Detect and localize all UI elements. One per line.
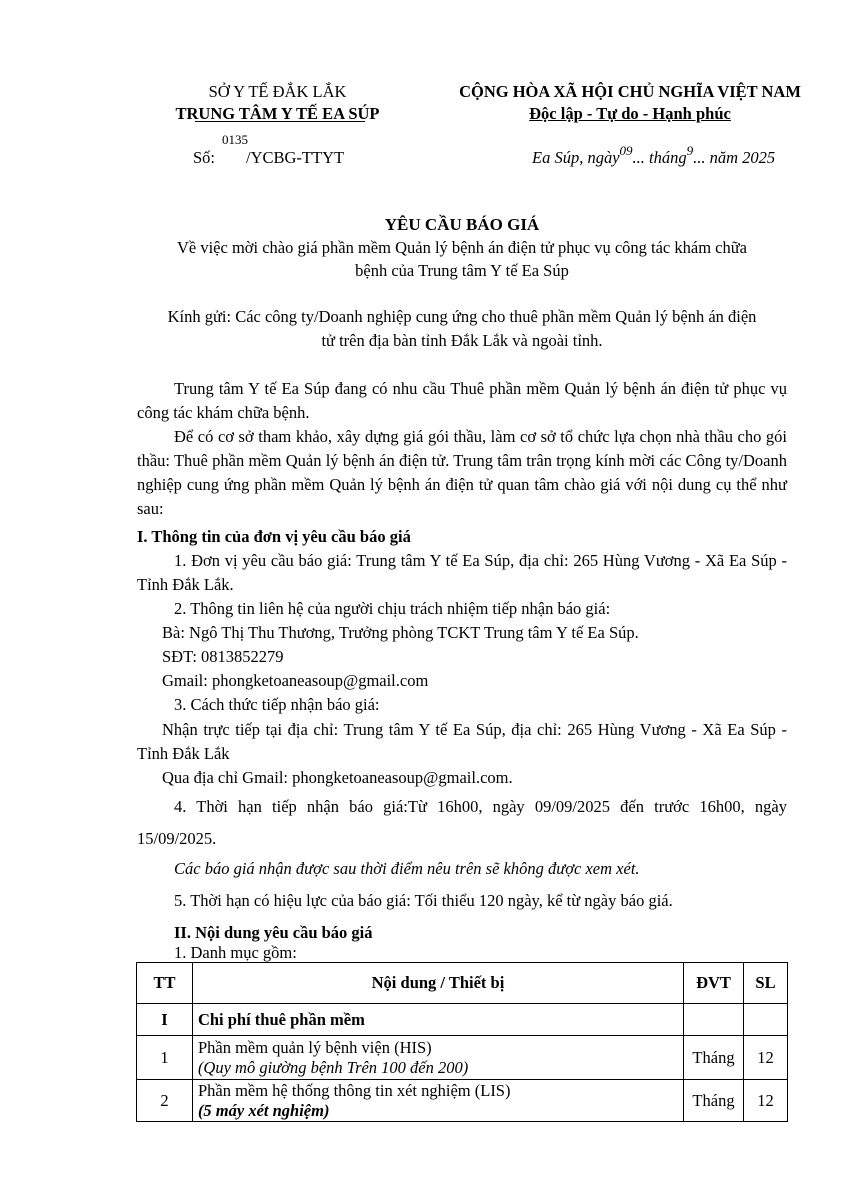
section-1-item-1: 1. Đơn vị yêu cầu báo giá: Trung tâm Y tế Ea Súp, địa chỉ: 265 Hùng Vương - Xã Ea Súp - Tỉnh Đắk Lắk.	[137, 551, 787, 594]
row-unit: Tháng	[684, 1036, 744, 1080]
agency-name: SỞ Y TẾ ĐẮK LẮK	[208, 82, 347, 101]
header-left-underline	[162, 121, 402, 123]
row-item-detail: (Quy mô giường bệnh Trên 100 đến 200)	[197, 1057, 469, 1077]
date-month-handwritten: 9	[686, 143, 694, 158]
recipient-line1: Kính gửi: Các công ty/Doanh nghiệp cung ứng cho thuê phần mềm Quản lý bệnh án điện	[167, 307, 757, 326]
row-tt: 2	[137, 1080, 193, 1122]
row-qty: 12	[744, 1036, 788, 1080]
intro-paragraph-1: Trung tâm Y tế Ea Súp đang có nhu cầu Thuê phần mềm Quản lý bệnh án điện tử phục vụ công tác khám chữa bệnh.	[137, 379, 787, 422]
intro-paragraph-2: Để có cơ sở tham khảo, xây dựng giá gói thầu, làm cơ sở tổ chức lựa chọn nhà thầu cho gói thầu: Thuê phần mềm Quản lý bệnh án điện tử. Trung tâm trân trọng kính mời các Công ty/Doanh nghiệp cung ứng phần mềm Quản lý bệnh án điện tử quan tâm chào giá với nội dung cụ thể như sau:	[137, 427, 787, 518]
row-content	[192, 1080, 683, 1122]
header-unit: ĐVT	[684, 963, 744, 1004]
group-unit	[684, 1004, 744, 1036]
document-subject-line2: bệnh của Trung tâm Y tế Ea Súp	[355, 261, 569, 280]
header-tt: TT	[137, 963, 193, 1004]
document-subject-line1: Về việc mời chào giá phần mềm Quản lý bệnh án điện tử phục vụ công tác khám chữa	[176, 238, 747, 257]
row-qty: 12	[744, 1080, 788, 1122]
national-motto: Độc lập - Tự do - Hạnh phúc	[529, 104, 731, 123]
section-2-heading: II. Nội dung yêu cầu báo giá	[174, 923, 373, 942]
date-suffix: ... năm 2025	[693, 148, 776, 167]
group-tt: I	[137, 1004, 193, 1036]
date-mid: ... tháng	[632, 148, 687, 167]
row-content	[192, 1036, 683, 1080]
table-row	[137, 1036, 788, 1080]
list-label: 1. Danh mục gồm:	[174, 943, 297, 962]
date-prefix: Ea Súp, ngày	[532, 148, 620, 167]
section-1-item-4: 4. Thời hạn tiếp nhận báo giá:Từ 16h00, ngày 09/09/2025 đến trước 16h00, ngày 15/09/2025.	[137, 797, 787, 848]
document-number-prefix: Số:	[193, 148, 216, 167]
section-1-item-2: 2. Thông tin liên hệ của người chịu trách nhiệm tiếp nhận báo giá:	[174, 599, 611, 618]
section-1-heading: I. Thông tin của đơn vị yêu cầu báo giá	[137, 527, 411, 546]
row-tt: 1	[137, 1036, 193, 1080]
document-date	[532, 143, 776, 170]
group-content: Chi phí thuê phần mềm	[192, 1004, 683, 1036]
receive-email: Qua địa chỉ Gmail: phongketoaneasoup@gmail.com.	[162, 768, 513, 787]
document-title: YÊU CẦU BÁO GIÁ	[384, 215, 540, 234]
table-group-row	[137, 1004, 788, 1036]
contact-name: Bà: Ngô Thị Thu Thương, Trưởng phòng TCKT Trung tâm Y tế Ea Súp.	[162, 623, 639, 642]
table-row	[137, 1080, 788, 1122]
center-name: TRUNG TÂM Y TẾ EA SÚP	[175, 104, 380, 123]
contact-gmail: Gmail: phongketoaneasoup@gmail.com	[162, 671, 429, 690]
date-day-handwritten: 09	[619, 143, 633, 158]
recipient-line2: tử trên địa bàn tỉnh Đắk Lắk và ngoài tỉnh.	[321, 331, 603, 350]
items-table	[136, 962, 788, 1122]
row-unit: Tháng	[684, 1080, 744, 1122]
row-item-name: Phần mềm quản lý bệnh viện (HIS)	[197, 1037, 432, 1057]
receive-direct: Nhận trực tiếp tại địa chỉ: Trung tâm Y tế Ea Súp, địa chỉ: 265 Hùng Vương - Xã Ea Súp - Tỉnh Đắk Lắk	[137, 720, 787, 763]
header-content: Nội dung / Thiết bị	[192, 963, 683, 1004]
row-item-detail: (5 máy xét nghiệm)	[197, 1100, 330, 1120]
late-submission-note: Các báo giá nhận được sau thời điểm nêu trên sẽ không được xem xét.	[174, 859, 640, 878]
header-qty: SL	[744, 963, 788, 1004]
document-number-suffix: /YCBG-TTYT	[246, 148, 345, 167]
section-1-item-5: 5. Thời hạn có hiệu lực của báo giá: Tối thiểu 120 ngày, kể từ ngày báo giá.	[174, 891, 673, 910]
section-1-item-3: 3. Cách thức tiếp nhận báo giá:	[174, 695, 380, 714]
contact-phone: SĐT: 0813852279	[162, 647, 284, 666]
document-number-handwritten: 0135	[222, 132, 248, 147]
national-title: CỘNG HÒA XÃ HỘI CHỦ NGHĨA VIỆT NAM	[459, 82, 801, 101]
group-qty	[744, 1004, 788, 1036]
table-header-row	[137, 963, 788, 1004]
row-item-name: Phần mềm hệ thống thông tin xét nghiệm (LIS)	[197, 1080, 511, 1100]
